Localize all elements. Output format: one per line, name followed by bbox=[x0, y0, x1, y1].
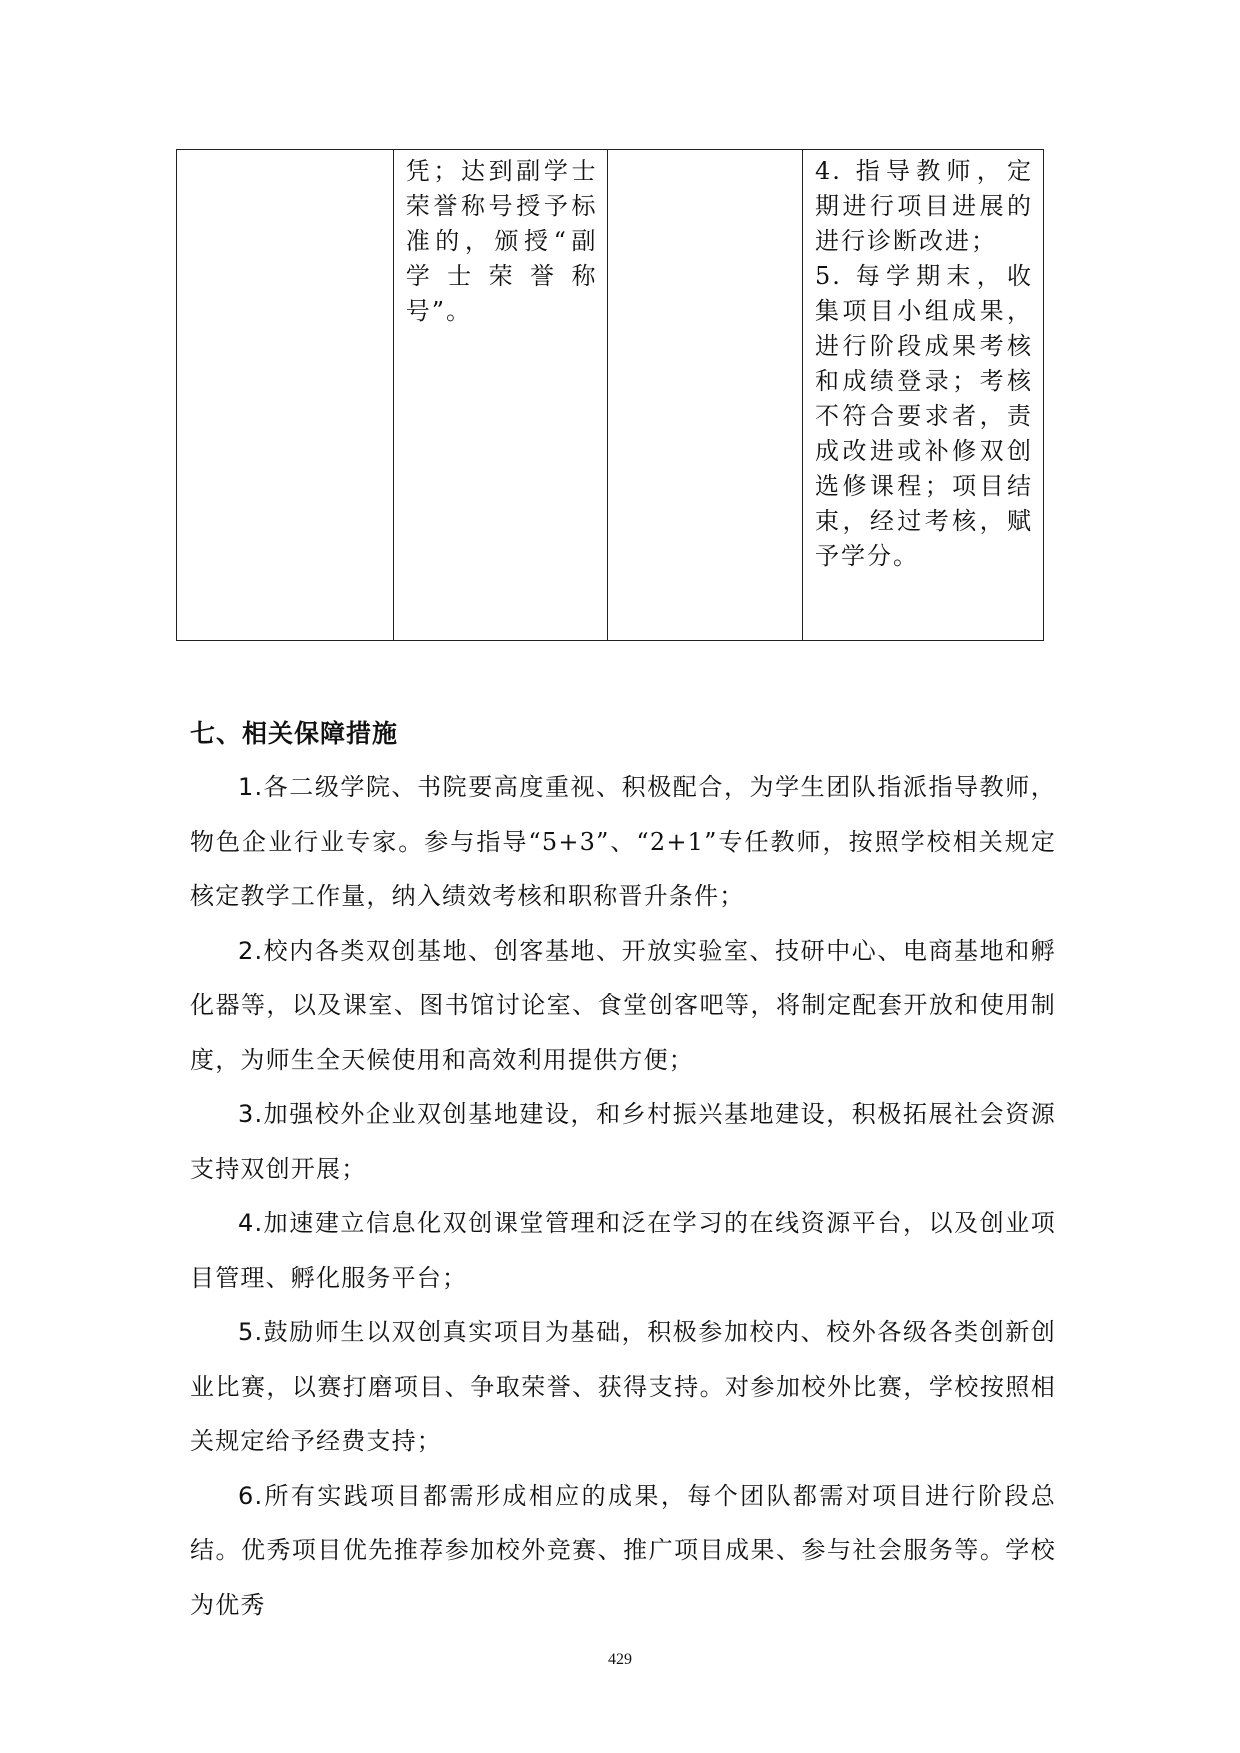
table-row bbox=[177, 150, 1044, 641]
paragraph-number: 2. bbox=[238, 936, 264, 965]
paragraph bbox=[190, 1305, 1056, 1469]
table-cell-col1 bbox=[177, 150, 394, 641]
paragraph-number: 6. bbox=[238, 1481, 264, 1510]
paragraph-number: 1. bbox=[238, 773, 264, 801]
paragraph-text: 所有实践项目都需形成相应的成果，每个团队都需对项目进行阶段总结。优秀项目优先推荐参加校外竞赛、推广项目成果、参与社会服务等。学校为优秀 bbox=[190, 1481, 1056, 1619]
paragraph-number: 3. bbox=[238, 1100, 264, 1128]
paragraph bbox=[190, 760, 1056, 924]
paragraph-number: 4. bbox=[238, 1209, 264, 1237]
paragraph-text: 加强校外企业双创基地建设，和乡村振兴基地建设，积极拓展社会资源支持双创开展； bbox=[190, 1100, 1056, 1183]
paragraph bbox=[190, 1196, 1056, 1305]
paragraph-number: 5. bbox=[238, 1318, 264, 1346]
paragraph bbox=[190, 1469, 1056, 1633]
cell-text: 4. 指导教师，定期进行项目进展的进行诊断改进； 5. 每学期末，收集项目小组成果，进行阶段成果考核和成绩登录；考核不符合要求者，责成改进或补修双创选修课程；项目结束，经过考核，赋予学分。 bbox=[815, 157, 1033, 570]
page-number: 429 bbox=[608, 1651, 632, 1668]
paragraph-text: 各二级学院、书院要高度重视、积极配合，为学生团队指派指导教师，物色企业行业专家。参与指导“5+3”、“2+1”专任教师，按照学校相关规定核定教学工作量，纳入绩效考核和职称晋升条件； bbox=[190, 773, 1056, 910]
table-cell-col2 bbox=[393, 150, 608, 641]
paragraph-text: 校内各类双创基地、创客基地、开放实验室、技研中心、电商基地和孵化器等，以及课室、图书馆讨论室、食堂创客吧等，将制定配套开放和使用制度，为师生全天候使用和高效利用提供方便； bbox=[190, 936, 1056, 1074]
section-body bbox=[190, 760, 1056, 1632]
paragraph bbox=[190, 924, 1056, 1088]
continuation-table bbox=[176, 149, 1044, 641]
table-cell-col4 bbox=[803, 150, 1044, 641]
section-heading: 七、相关保障措施 bbox=[190, 719, 399, 748]
cell-text: 凭；达到副学士荣誉称号授予标准的，颁授“副学士荣誉称号”。 bbox=[405, 157, 598, 325]
paragraph-text: 加速建立信息化双创课堂管理和泛在学习的在线资源平台，以及创业项目管理、孵化服务平台； bbox=[190, 1209, 1056, 1292]
paragraph bbox=[190, 1087, 1056, 1196]
table-cell-col3 bbox=[608, 150, 803, 641]
paragraph-text: 鼓励师生以双创真实项目为基础，积极参加校内、校外各级各类创新创业比赛，以赛打磨项目、争取荣誉、获得支持。对参加校外比赛，学校按照相关规定给予经费支持； bbox=[190, 1318, 1056, 1455]
